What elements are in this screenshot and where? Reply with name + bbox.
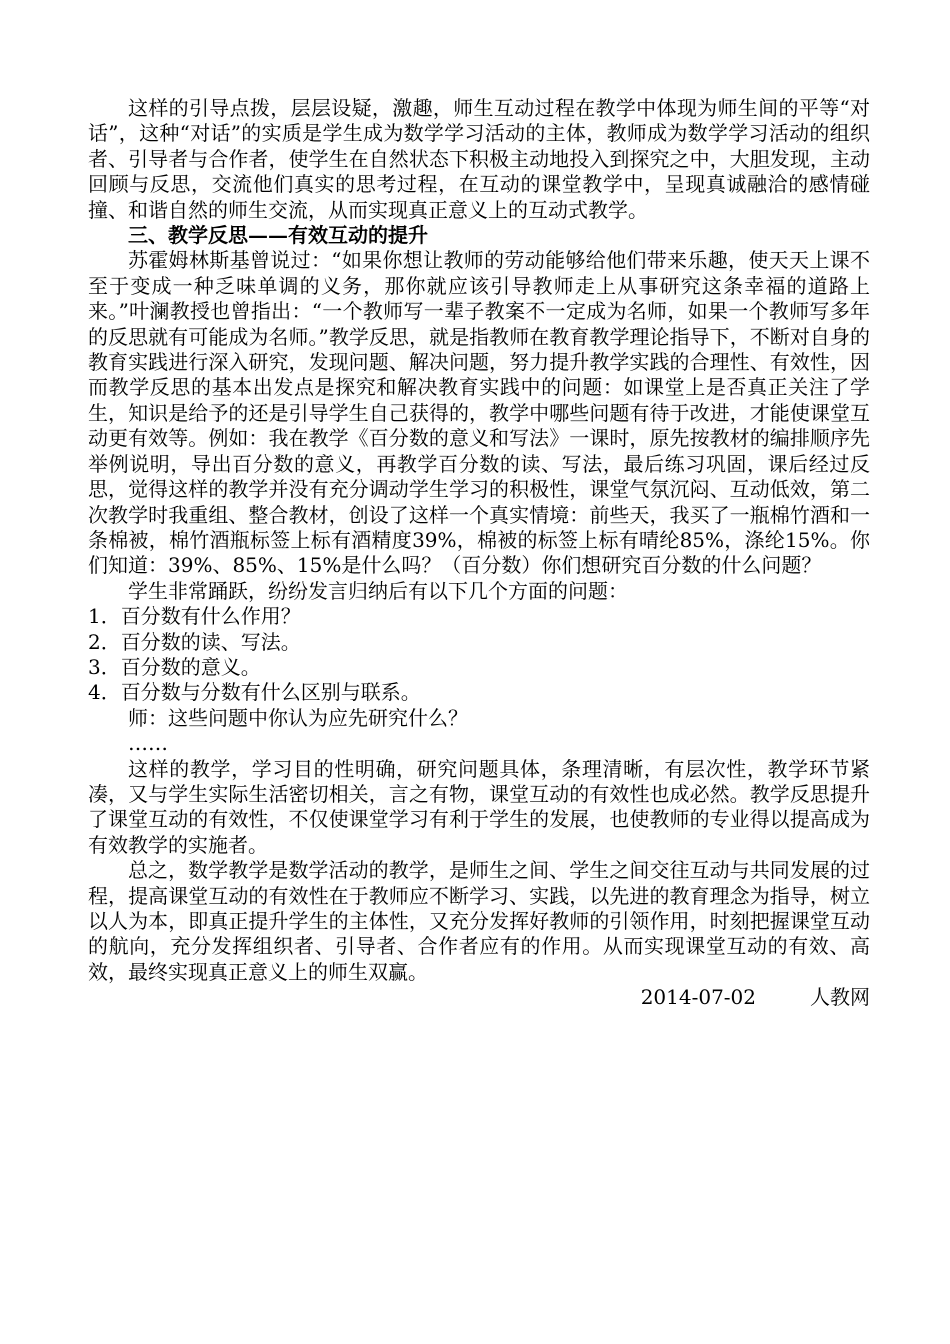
section-heading: 三、教学反思——有效互动的提升 xyxy=(128,223,428,248)
teacher-question: 师：这些问题中你认为应先研究什么？ xyxy=(128,705,468,730)
paragraph-intro: 这样的引导点拨，层层设疑，激趣，师生互动过程在教学中体现为师生间的平等“对话”，这种“对话”的实质是学生成为数学学习活动的主体，教师成为数学学习活动的组织者、引导者与合作者，使学生在自然状态下积极主动地投入到探究之中，大胆发现，主动回顾与反思，交流他们真实的思考过程，在互动的课堂教学中，呈现真诚融洽的感情碰撞、和谐自然的师生交流，从而实现真正意义上的互动式教学。 xyxy=(88,96,870,222)
footer-line xyxy=(88,985,870,1010)
paragraph-reflection: 苏霍姆林斯基曾说过：“如果你想让教师的劳动能够给他们带来乐趣，使天天上课不至于变成一种乏味单调的义务，那你就应该引导教师走上从事研究这条幸福的道路上来。”叶澜教授也曾指出：“一个教师写一辈子教案不一定成为名师，如果一个教师写多年的反思就有可能成为名师。”教学反思，就是指教师在教育教学理论指导下，不断对自身的教育实践进行深入研究，发现问题、解决问题，努力提升教学实践的合理性、有效性，因而教学反思的基本出发点是探究和解决教育实践中的问题：如课堂上是否真正关注了学生，知识是给予的还是引导学生自己获得的，教学中哪些问题有待于改进，才能使课堂互动更有效等。例如：我在教学《百分数的意义和写法》一课时，原先按教材的编排顺序先举例说明，导出百分数的意义，再教学百分数的读、写法，最后练习巩固，课后经过反思，觉得这样的教学并没有充分调动学生学习的积极性，课堂气氛沉闷、互动低效，第二次教学时我重组、整合教材，创设了这样一个真实情境：前些天，我买了一瓶棉竹酒和一条棉被，棉竹酒瓶标签上标有酒精度39%，棉被的标签上标有晴纶85%，涤纶15%。你们知道：39%、85%、15%是什么吗？（百分数）你们想研究百分数的什么问题？ xyxy=(88,248,870,578)
list-item: 2．百分数的读、写法。 xyxy=(88,629,301,654)
list-item: 3．百分数的意义。 xyxy=(88,654,261,679)
document-page xyxy=(88,96,870,1011)
ellipsis: …… xyxy=(128,731,168,756)
list-item: 1．百分数有什么作用？ xyxy=(88,604,301,629)
list-item: 4．百分数与分数有什么区别与联系。 xyxy=(88,680,421,705)
footer-date: 2014-07-02 xyxy=(640,985,756,1010)
paragraph-effectiveness: 这样的教学，学习目的性明确，研究问题具体，条理清晰，有层次性，教学环节紧凑，又与学生实际生活密切相关，言之有物，课堂互动的有效性也成必然。教学反思提升了课堂互动的有效性，不仅使课堂学习有利于学生的发展，也使教师的专业得以提高成为有效教学的实施者。 xyxy=(88,756,870,857)
footer-source: 人教网 xyxy=(810,985,870,1010)
paragraph-students: 学生非常踊跃，纷纷发言归纳后有以下几个方面的问题： xyxy=(128,578,628,603)
paragraph-conclusion: 总之，数学教学是数学活动的教学，是师生之间、学生之间交往互动与共同发展的过程，提高课堂互动的有效性在于教师应不断学习、实践，以先进的教育理念为指导，树立以人为本，即真正提升学生的主体性，又充分发挥好教师的引领作用，时刻把握课堂互动的航向，充分发挥组织者、引导者、合作者应有的作用。从而实现课堂互动的有效、高效，最终实现真正意义上的师生双赢。 xyxy=(88,858,870,984)
